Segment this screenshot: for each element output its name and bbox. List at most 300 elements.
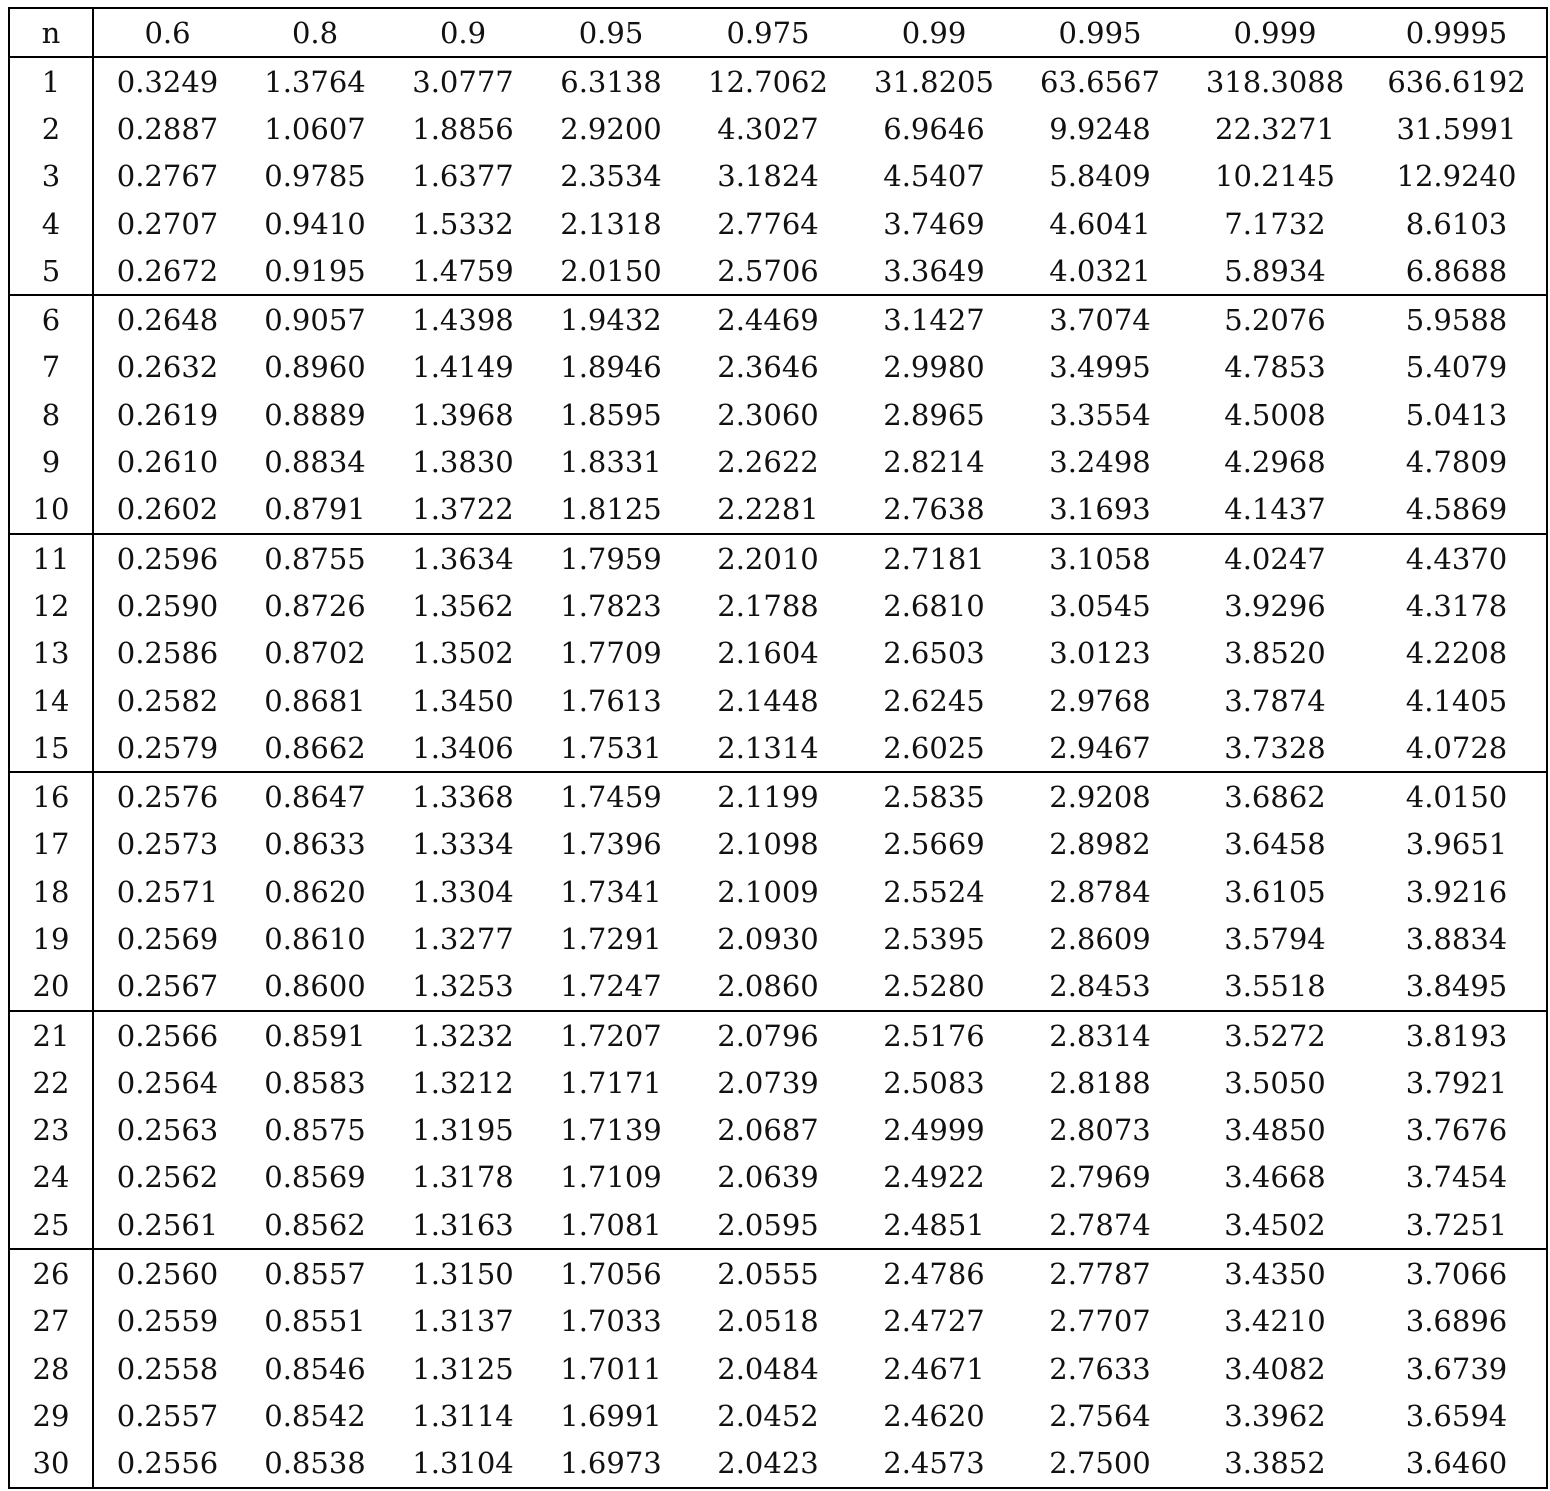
table-cell: 4.2208: [1405, 636, 1508, 671]
table-cell: 3.6862: [1224, 780, 1326, 815]
row-label-n: 29: [9, 1392, 93, 1439]
table-cell: 3.8834: [1405, 921, 1508, 956]
table-cell: 0.2561: [93, 1201, 241, 1249]
table-cell: 1.7109: [560, 1160, 662, 1195]
table-cell: 1.3195: [412, 1113, 514, 1148]
table-cell: 2.4620: [883, 1398, 985, 1433]
table-cell: 1.3163: [389, 1201, 537, 1249]
table-row: [9, 1201, 1547, 1249]
table-cell: 5.8409: [1049, 159, 1151, 194]
table-cell: 0.2707: [116, 206, 219, 241]
header-cell-quantile: 0.975: [685, 8, 851, 57]
table-cell: 1.7033: [560, 1304, 662, 1339]
table-cell: 0.2560: [116, 1257, 219, 1292]
table-row: [9, 247, 1547, 295]
table-cell: 1.6991: [560, 1398, 662, 1433]
table-cell: 1.3450: [412, 683, 514, 718]
row-label-n: 28: [9, 1345, 93, 1392]
table-cell: 0.8702: [264, 636, 366, 671]
table-cell: 2.8073: [1049, 1113, 1151, 1148]
table-cell: 2.7764: [717, 206, 819, 241]
table-cell: 1.3114: [412, 1398, 514, 1433]
table-cell: 3.7676: [1405, 1113, 1508, 1148]
table-cell: 4.7853: [1224, 350, 1326, 385]
table-cell: 2.8982: [1049, 827, 1151, 862]
table-cell: 2.4671: [883, 1351, 985, 1386]
row-label-n: 19: [9, 915, 93, 962]
table-cell: 1.6377: [412, 159, 514, 194]
row-label-n: 7: [9, 344, 93, 391]
table-cell: 1.7396: [560, 827, 662, 862]
table-cell: 0.9410: [264, 206, 366, 241]
table-cell: 3.4850: [1224, 1113, 1326, 1148]
table-cell: 2.9980: [883, 350, 985, 385]
table-row: [9, 1440, 1547, 1488]
row-label-n: 11: [9, 534, 93, 582]
table-cell: 636.6192: [1387, 64, 1526, 99]
table-cell: 3.3852: [1224, 1446, 1326, 1481]
table-cell: 0.2602: [93, 486, 241, 534]
table-cell: 2.7638: [851, 486, 1017, 534]
table-row: [9, 915, 1547, 962]
table-cell: 3.1058: [1049, 541, 1151, 576]
table-row: [9, 391, 1547, 438]
table-row: [9, 1298, 1547, 1345]
table-cell: 2.5280: [851, 963, 1017, 1011]
row-label-n: 10: [9, 486, 93, 534]
table-cell: 3.9296: [1224, 588, 1326, 623]
table-cell: 0.8662: [241, 724, 389, 772]
table-cell: 1.7823: [560, 588, 662, 623]
row-label-n: 22: [9, 1059, 93, 1106]
table-cell: 5.2076: [1224, 303, 1326, 338]
header-cell-quantile: 0.9: [389, 8, 537, 57]
table-cell: 3.3554: [1049, 397, 1151, 432]
table-row: [9, 1249, 1547, 1297]
table-cell: 0.2596: [116, 541, 219, 576]
table-cell: 1.7171: [560, 1065, 662, 1100]
table-cell: 1.7081: [537, 1201, 685, 1249]
table-cell: 1.3277: [412, 921, 514, 956]
table-cell: 4.2968: [1224, 445, 1326, 480]
table-cell: 2.5395: [883, 921, 985, 956]
table-cell: 2.6503: [883, 636, 985, 671]
table-cell: 3.2498: [1049, 445, 1151, 480]
table-cell: 2.8214: [883, 445, 985, 480]
row-label-n: 1: [9, 57, 93, 105]
row-label-n: 17: [9, 821, 93, 868]
table-cell: 318.3088: [1205, 64, 1345, 99]
table-cell: 1.8331: [560, 445, 662, 480]
table-cell: 0.8569: [264, 1160, 366, 1195]
table-row: [9, 57, 1547, 105]
table-cell: 2.0518: [717, 1304, 819, 1339]
table-cell: 2.0860: [685, 963, 851, 1011]
table-cell: 2.0484: [717, 1351, 819, 1386]
table-cell: 0.8960: [264, 350, 366, 385]
table-cell: 4.1405: [1405, 683, 1508, 718]
table-cell: 3.4210: [1224, 1304, 1326, 1339]
table-cell: 1.4149: [412, 350, 514, 385]
table-cell: 1.7531: [537, 724, 685, 772]
table-cell: 3.8495: [1367, 963, 1547, 1011]
table-cell: 2.2010: [717, 541, 819, 576]
table-cell: 2.1314: [685, 724, 851, 772]
table-cell: 3.7454: [1405, 1160, 1508, 1195]
table-cell: 0.2672: [93, 247, 241, 295]
table-cell: 1.5332: [412, 206, 514, 241]
table-cell: 3.7921: [1405, 1065, 1508, 1100]
table-cell: 3.6594: [1405, 1398, 1508, 1433]
row-label-n: 14: [9, 677, 93, 724]
table-cell: 0.8834: [264, 445, 366, 480]
table-cell: 1.7139: [560, 1113, 662, 1148]
table-cell: 2.1318: [560, 206, 662, 241]
table-cell: 12.7062: [708, 64, 828, 99]
table-cell: 1.3253: [389, 963, 537, 1011]
table-cell: 0.8620: [264, 874, 366, 909]
table-cell: 10.2145: [1215, 159, 1335, 194]
table-cell: 0.8600: [241, 963, 389, 1011]
table-cell: 2.0739: [717, 1065, 819, 1100]
table-row: [9, 344, 1547, 391]
table-cell: 2.0423: [717, 1446, 819, 1481]
table-cell: 2.0150: [537, 247, 685, 295]
table-cell: 2.7500: [1049, 1446, 1151, 1481]
table-row: [9, 1154, 1547, 1201]
table-cell: 0.8551: [264, 1304, 366, 1339]
table-cell: 2.6810: [883, 588, 985, 623]
table-cell: 1.3634: [412, 541, 514, 576]
table-cell: 2.0639: [717, 1160, 819, 1195]
table-cell: 1.3304: [412, 874, 514, 909]
table-cell: 0.2767: [116, 159, 219, 194]
table-cell: 0.2556: [116, 1446, 219, 1481]
table-cell: 0.2632: [116, 350, 219, 385]
table-row: [9, 153, 1547, 200]
table-cell: 0.8647: [264, 780, 366, 815]
table-cell: 1.3125: [412, 1351, 514, 1386]
table-cell: 2.7633: [1049, 1351, 1151, 1386]
row-label-n: 5: [9, 247, 93, 295]
header-cell-quantile: 0.99: [851, 8, 1017, 57]
header-cell-quantile: 0.6: [93, 8, 241, 57]
table-cell: 2.0796: [717, 1018, 819, 1053]
table-cell: 3.1824: [717, 159, 819, 194]
table-cell: 1.3150: [412, 1257, 514, 1292]
row-label-n: 18: [9, 868, 93, 915]
table-cell: 5.0413: [1405, 397, 1508, 432]
table-cell: 4.0321: [1017, 247, 1183, 295]
table-cell: 3.7066: [1405, 1257, 1508, 1292]
table-cell: 0.2586: [116, 636, 219, 671]
header-cell-quantile: 0.95: [537, 8, 685, 57]
table-cell: 3.7251: [1367, 1201, 1547, 1249]
table-cell: 2.1448: [717, 683, 819, 718]
table-cell: 0.2590: [116, 588, 219, 623]
table-cell: 7.1732: [1224, 206, 1326, 241]
table-cell: 1.3764: [264, 64, 366, 99]
table-cell: 2.7181: [883, 541, 985, 576]
table-cell: 3.9216: [1405, 874, 1508, 909]
table-cell: 3.8193: [1405, 1018, 1508, 1053]
table-cell: 2.8965: [883, 397, 985, 432]
table-cell: 1.7247: [537, 963, 685, 1011]
table-cell: 3.7074: [1049, 303, 1151, 338]
table-cell: 12.9240: [1396, 159, 1517, 194]
table-cell: 2.8453: [1017, 963, 1183, 1011]
table-row: [9, 1011, 1547, 1059]
row-label-n: 9: [9, 438, 93, 485]
table-cell: 0.8791: [241, 486, 389, 534]
table-cell: 4.0150: [1405, 780, 1508, 815]
table-cell: 0.8633: [264, 827, 366, 862]
table-cell: 3.4995: [1049, 350, 1151, 385]
table-cell: 3.7874: [1224, 683, 1326, 718]
table-cell: 2.0555: [717, 1257, 819, 1292]
table-cell: 2.6245: [883, 683, 985, 718]
table-cell: 1.7011: [560, 1351, 662, 1386]
table-header: [9, 8, 1547, 57]
table-cell: 3.9651: [1405, 827, 1508, 862]
table-cell: 2.0687: [717, 1113, 819, 1148]
table-cell: 2.0595: [685, 1201, 851, 1249]
table-cell: 2.4851: [851, 1201, 1017, 1249]
table-cell: 2.8314: [1049, 1018, 1151, 1053]
table-cell: 1.3368: [412, 780, 514, 815]
table-cell: 4.5869: [1367, 486, 1547, 534]
table-cell: 2.1604: [717, 636, 819, 671]
table-cell: 1.7613: [560, 683, 662, 718]
table-cell: 0.2557: [116, 1398, 219, 1433]
table-cell: 5.8934: [1183, 247, 1367, 295]
table-cell: 3.4668: [1224, 1160, 1326, 1195]
table-cell: 31.8205: [874, 64, 994, 99]
table-cell: 3.7469: [883, 206, 985, 241]
table-cell: 1.3334: [412, 827, 514, 862]
table-cell: 1.0607: [264, 111, 366, 146]
table-cell: 2.7564: [1049, 1398, 1151, 1433]
table-cell: 8.6103: [1405, 206, 1508, 241]
table-cell: 6.8688: [1367, 247, 1547, 295]
table-cell: 0.2562: [116, 1160, 219, 1195]
table-cell: 31.5991: [1396, 111, 1517, 146]
table-cell: 22.3271: [1215, 111, 1335, 146]
table-cell: 1.7459: [560, 780, 662, 815]
table-cell: 4.6041: [1049, 206, 1151, 241]
table-cell: 4.4370: [1405, 541, 1508, 576]
row-label-n: 30: [9, 1440, 93, 1488]
table-cell: 4.1437: [1183, 486, 1367, 534]
table-cell: 1.8125: [537, 486, 685, 534]
table-cell: 0.8583: [264, 1065, 366, 1100]
table-cell: 0.8681: [264, 683, 366, 718]
table-cell: 2.3060: [717, 397, 819, 432]
table-cell: 3.5050: [1224, 1065, 1326, 1100]
table-cell: 1.7959: [560, 541, 662, 576]
table-cell: 1.7291: [560, 921, 662, 956]
table-cell: 2.2281: [685, 486, 851, 534]
table-cell: 1.3830: [412, 445, 514, 480]
row-label-n: 16: [9, 772, 93, 820]
table-cell: 3.0545: [1049, 588, 1151, 623]
table-cell: 2.2622: [717, 445, 819, 480]
table-cell: 1.8946: [560, 350, 662, 385]
table-cell: 2.5524: [883, 874, 985, 909]
table-cell: 0.8557: [264, 1257, 366, 1292]
table-cell: 0.2564: [116, 1065, 219, 1100]
table-cell: 1.3232: [412, 1018, 514, 1053]
table-cell: 2.7707: [1049, 1304, 1151, 1339]
table-cell: 3.6739: [1405, 1351, 1508, 1386]
table-cell: 0.8755: [264, 541, 366, 576]
table-cell: 3.0777: [412, 64, 514, 99]
table-body: [9, 57, 1547, 1488]
table-cell: 2.1788: [717, 588, 819, 623]
table-cell: 4.5008: [1224, 397, 1326, 432]
table-cell: 2.4999: [883, 1113, 985, 1148]
table-cell: 0.8591: [264, 1018, 366, 1053]
table-row: [9, 295, 1547, 343]
table-cell: 2.7969: [1049, 1160, 1151, 1195]
row-label-n: 20: [9, 963, 93, 1011]
table-cell: 4.3178: [1405, 588, 1508, 623]
table-cell: 3.5518: [1183, 963, 1367, 1011]
table-cell: 0.2576: [116, 780, 219, 815]
header-cell-quantile: 0.8: [241, 8, 389, 57]
table-cell: 0.2559: [116, 1304, 219, 1339]
row-label-n: 6: [9, 295, 93, 343]
header-cell-quantile: 0.995: [1017, 8, 1183, 57]
table-cell: 3.3649: [851, 247, 1017, 295]
table-cell: 3.6105: [1224, 874, 1326, 909]
table-row: [9, 486, 1547, 534]
table-cell: 2.8188: [1049, 1065, 1151, 1100]
table-row: [9, 677, 1547, 724]
table-cell: 3.4350: [1224, 1257, 1326, 1292]
table-cell: 1.3104: [412, 1446, 514, 1481]
table-cell: 2.7787: [1049, 1257, 1151, 1292]
table-cell: 0.8546: [264, 1351, 366, 1386]
table-cell: 3.5794: [1224, 921, 1326, 956]
table-cell: 0.8542: [264, 1398, 366, 1433]
row-label-n: 26: [9, 1249, 93, 1297]
table-cell: 0.2648: [116, 303, 219, 338]
table-cell: 0.8575: [264, 1113, 366, 1148]
table-cell: 3.1693: [1017, 486, 1183, 534]
table-row: [9, 868, 1547, 915]
table-cell: 1.3968: [412, 397, 514, 432]
table-cell: 2.8609: [1049, 921, 1151, 956]
table-cell: 1.8595: [560, 397, 662, 432]
table-cell: 3.4502: [1183, 1201, 1367, 1249]
table-cell: 3.6460: [1405, 1446, 1508, 1481]
table-cell: 1.7341: [560, 874, 662, 909]
table-cell: 4.7809: [1405, 445, 1508, 480]
table-cell: 2.3646: [717, 350, 819, 385]
table-cell: 3.6458: [1224, 827, 1326, 862]
table-cell: 1.9432: [560, 303, 662, 338]
table-cell: 2.4727: [883, 1304, 985, 1339]
table-cell: 1.4759: [389, 247, 537, 295]
table-cell: 0.8538: [264, 1446, 366, 1481]
table-cell: 0.2563: [116, 1113, 219, 1148]
table-cell: 0.2571: [116, 874, 219, 909]
table-cell: 1.3406: [389, 724, 537, 772]
table-cell: 0.3249: [116, 64, 219, 99]
table-row: [9, 1059, 1547, 1106]
header-cell-n: n: [9, 8, 93, 57]
table-cell: 3.1427: [883, 303, 985, 338]
table-row: [9, 630, 1547, 677]
table-cell: 1.7709: [560, 636, 662, 671]
table-row: [9, 821, 1547, 868]
table-cell: 2.1009: [717, 874, 819, 909]
table-row: [9, 772, 1547, 820]
table-cell: 0.8726: [264, 588, 366, 623]
table-cell: 2.3534: [560, 159, 662, 194]
table-row: [9, 963, 1547, 1011]
table-cell: 2.7874: [1017, 1201, 1183, 1249]
table-cell: 4.0247: [1224, 541, 1326, 576]
table-cell: 2.6025: [851, 724, 1017, 772]
table-cell: 2.1098: [717, 827, 819, 862]
table-row: [9, 438, 1547, 485]
table-cell: 0.9195: [241, 247, 389, 295]
table-cell: 2.5835: [883, 780, 985, 815]
row-label-n: 4: [9, 200, 93, 247]
table-cell: 0.2567: [93, 963, 241, 1011]
table-cell: 1.3137: [412, 1304, 514, 1339]
table-cell: 0.2566: [116, 1018, 219, 1053]
table-cell: 3.4082: [1224, 1351, 1326, 1386]
table-cell: 2.5083: [883, 1065, 985, 1100]
table-cell: 0.2887: [116, 111, 219, 146]
table-cell: 9.9248: [1049, 111, 1151, 146]
table-cell: 1.6973: [560, 1446, 662, 1481]
table-cell: 1.3502: [412, 636, 514, 671]
row-label-n: 23: [9, 1107, 93, 1154]
table-cell: 6.9646: [883, 111, 985, 146]
table-row: [9, 200, 1547, 247]
row-label-n: 2: [9, 105, 93, 152]
table-cell: 0.2610: [116, 445, 219, 480]
table-cell: 1.3212: [412, 1065, 514, 1100]
table-cell: 0.2573: [116, 827, 219, 862]
row-label-n: 8: [9, 391, 93, 438]
header-cell-quantile: 0.999: [1183, 8, 1367, 57]
table-cell: 1.3562: [412, 588, 514, 623]
table-cell: 0.8610: [264, 921, 366, 956]
row-label-n: 25: [9, 1201, 93, 1249]
table-cell: 2.9768: [1049, 683, 1151, 718]
table-cell: 4.5407: [883, 159, 985, 194]
table-cell: 2.9467: [1017, 724, 1183, 772]
table-cell: 5.9588: [1405, 303, 1508, 338]
table-cell: 63.6567: [1040, 64, 1160, 99]
table-cell: 1.3178: [412, 1160, 514, 1195]
table-cell: 1.3722: [389, 486, 537, 534]
table-cell: 2.4573: [883, 1446, 985, 1481]
table-cell: 3.0123: [1049, 636, 1151, 671]
row-label-n: 27: [9, 1298, 93, 1345]
row-label-n: 12: [9, 582, 93, 629]
table-cell: 2.5176: [883, 1018, 985, 1053]
table-cell: 0.2558: [116, 1351, 219, 1386]
table-cell: 1.7207: [560, 1018, 662, 1053]
t-distribution-table: [8, 7, 1548, 1489]
table-cell: 2.1199: [717, 780, 819, 815]
